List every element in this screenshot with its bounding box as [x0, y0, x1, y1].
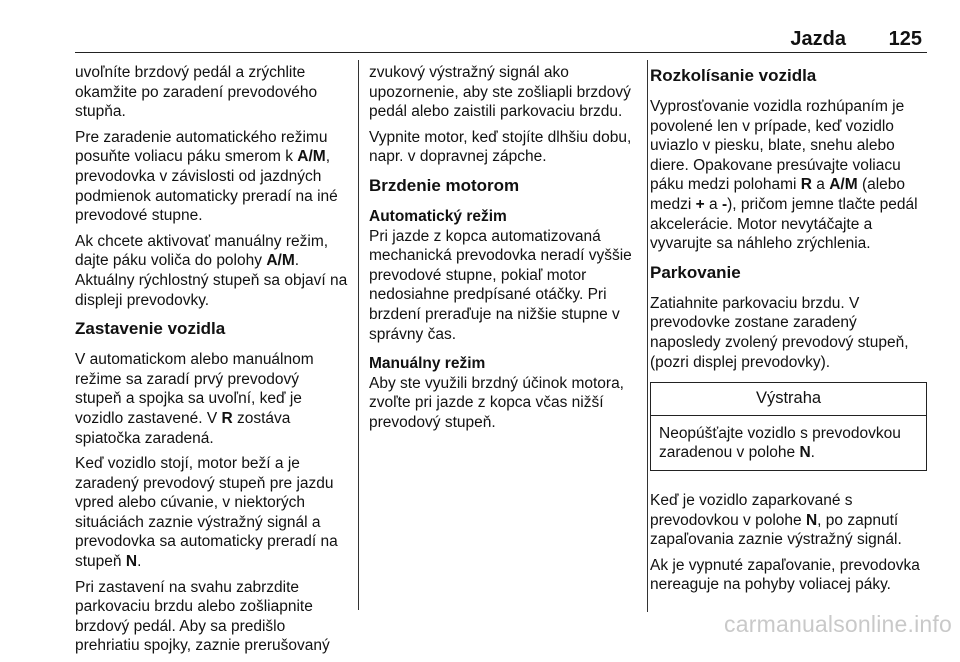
watermark: carmanualsonline.info — [724, 611, 952, 637]
page-number: 125 — [888, 28, 922, 50]
heading-engine-braking: Brzdenie motorom — [369, 175, 520, 195]
column-divider-1 — [358, 60, 359, 610]
paragraph: Keď je vozidlo zaparkované s prevodovkou v polohe N, po zapnutí zapaľovania zaznie výstražný signál. — [650, 491, 902, 549]
heading-stopping: Zastavenie vozidla — [75, 319, 226, 339]
section-title: Jazda — [790, 28, 846, 50]
subheading-manual: Manuálny režim — [369, 355, 486, 373]
paragraph: Aby ste využili brzdný účinok motora, zvoľte pri jazde z kopca včas nižší prevodový stupeň. — [369, 374, 624, 431]
column-1 — [75, 63, 348, 662]
heading-parking: Parkovanie — [650, 262, 741, 282]
header-rule — [75, 52, 927, 53]
warning-text: Neopúšťajte vozidlo s prevodovkou zaradenou v polohe N. — [659, 424, 901, 462]
subheading-automatic: Automatický režim — [369, 207, 507, 225]
column-3 — [650, 63, 927, 601]
warning-title: Výstraha — [651, 383, 926, 416]
paragraph: Zatiahnite parkovaciu brzdu. V prevodovke zostane zaradený naposledy zvolený prevodový stupeň, (pozri displej prevodovky). — [650, 294, 909, 371]
paragraph: V automatickom alebo manuálnom režime sa zaradí prvý prevodový stupeň a spojka sa uvoľní, keď je vozidlo zastavené. V R zostáva spiatočka zaradená. — [75, 351, 314, 447]
paragraph: Pre zaradenie automatického režimu posuňte voliacu páku smerom k A/M, prevodovka v závislosti od jazdných podmienok automaticky preradí na iné prevodové stupne. — [75, 128, 338, 225]
paragraph: Pri jazde z kopca automatizovaná mechanická prevodovka neradí vyššie prevodové stupne, pokiaľ motor nedosiahne predpísané otáčky. Pri brzdení preraďuje na nižšie stupne v správny čas. — [369, 227, 632, 343]
paragraph: Ak chcete aktivovať manuálny režim, dajte páku voliča do polohy A/M. Aktuálny rýchlostný stupeň sa objaví na displeji prevodovky. — [75, 232, 348, 309]
paragraph: Vyprosťovanie vozidla rozhúpaním je povolené len v prípade, keď vozidlo uviazlo v piesku, blate, snehu alebo diere. Opakovane presúvajte voliacu páku medzi polohami R a A/M (alebo medzi + a -), pričom jemne tlačte pedál akcelerácie. Motor nevytáčajte a vyvarujte sa náhleho zrýchlenia. — [650, 98, 918, 253]
column-divider-2 — [647, 60, 648, 612]
warning-box — [650, 382, 927, 471]
paragraph: uvoľníte brzdový pedál a zrýchlite okamžite po zaradení prevodového stupňa. — [75, 64, 318, 121]
paragraph: Keď vozidlo stojí, motor beží a je zaradený prevodový stupeň pre jazdu vpred alebo cúvanie, v niektorých situáciách zaznie výstražný signál a prevodovka sa automaticky preradí na stupeň N. — [75, 455, 338, 571]
heading-rocking: Rozkolísanie vozidla — [650, 66, 817, 85]
paragraph: Vypnite motor, keď stojíte dlhšiu dobu, napr. v dopravnej zápche. — [369, 128, 632, 166]
paragraph: zvukový výstražný signál ako upozornenie, aby ste zošliapli brzdový pedál alebo zaistili parkovaciu brzdu. — [369, 64, 631, 121]
paragraph: Pri zastavení na svahu zabrzdite parkovaciu brzdu alebo zošliapnite brzdový pedál. Aby sa predišlo prehriatiu spojky, zaznie prerušovaný — [75, 578, 330, 655]
page-header — [62, 28, 926, 50]
column-2 — [369, 63, 639, 439]
paragraph: Ak je vypnuté zapaľovanie, prevodovka nereaguje na pohyby voliacej páky. — [650, 556, 920, 594]
